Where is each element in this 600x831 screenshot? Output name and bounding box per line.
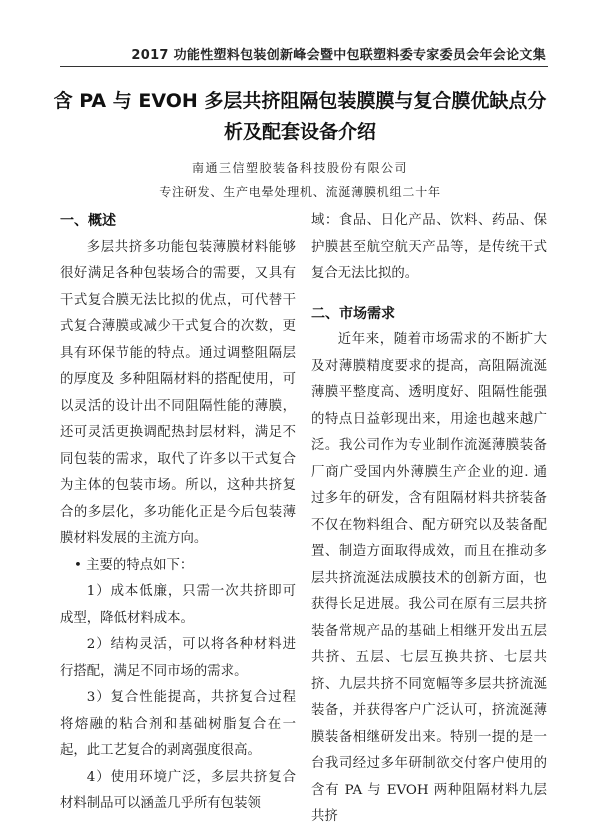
feature-item-2: 2）结构灵活，可以将各种材料进行搭配，满足不同市场的需求。 bbox=[60, 637, 296, 679]
left-column bbox=[60, 208, 296, 818]
feature-item-3: 3）复合性能提高，共挤复合过程将熔融的粘合剂和基础树脂复合在一起，此工艺复合的剥离强度很高。 bbox=[60, 690, 296, 758]
section-1-heading: 一、概述 bbox=[60, 213, 116, 229]
section-2-paragraph: 近年来，随着市场需求的不断扩大及对薄膜精度要求的提高，高阻隔流涎薄膜平整度高、透明度好、阻隔性能强的特点日益彰现出来，用途也越来越广泛。我公司作为专业制作流涎薄膜装备厂商广受国内外薄膜生产企业的迎. 通过多年的研发，含有阻隔材料共挤装备不仅在物料组合、配方研究以及装备配置、制造方面取得成效，而且在推动多层共挤流涎法成膜技术的创新方面，也获得长足进展。我公司在原有三层共挤装备常规产品的基础上相继开发出五层共挤、五层、七层互换共挤、七层共挤、九层共挤不同宽幅等多层共挤流涎装备，并获得客户广泛认可，挤流涎薄膜装备相继研发出来。特别一提的是一台我司经过多年研制欲交付客户使用的含有 PA 与 EVOH 两种阻隔材料九层共挤 bbox=[311, 332, 547, 824]
company-tagline: 专注研发、生产电晕处理机、流涎薄膜机组二十年 bbox=[159, 185, 441, 199]
section-1-paragraph: 多层共挤多功能包装薄膜材料能够很好满足各种包装场合的需要，又具有干式复合膜无法比拟的优点，可代替干式复合薄膜或减少干式复合的次数，更具有环保节能的特点。通过调整阻隔层的厚度及 多种阻隔材料的搭配使用，可以灵活的设计出不同阻隔性能的薄膜，还可灵活更换调配热封层材料，满足不同包装的需求，取代了许多以干式复合为主体的包装市场。所以，这种共挤复合的多层化，多功能化正是今后包装薄膜材料发展的主流方向。 bbox=[60, 239, 296, 546]
paper-title-line-1: 含 PA 与 EVOH 多层共挤阻隔包装膜膜与复合膜优缺点分 bbox=[53, 90, 547, 112]
running-header: 2017 功能性塑料包装创新峰会暨中包联塑料委专家委员会年会论文集 bbox=[131, 48, 546, 63]
paper-title-line-2: 析及配套设备介绍 bbox=[223, 121, 376, 143]
paper-title bbox=[40, 86, 560, 148]
features-intro: • 主要的特点如下： bbox=[74, 557, 194, 573]
header-divider bbox=[60, 66, 548, 67]
title-block bbox=[40, 86, 560, 201]
author-affiliation: 南通三信塑胶装备科技股份有限公司 bbox=[191, 161, 408, 175]
feature-item-1: 1）成本低廉，只需一次共挤即可成型，降低材料成本。 bbox=[60, 584, 296, 626]
feature-item-4: 4）使用环境广泛，多层共挤复合材料制品可以涵盖几乎所有包装领 bbox=[60, 769, 296, 811]
section-2-heading: 二、市场需求 bbox=[311, 305, 395, 322]
right-column bbox=[311, 208, 547, 831]
column-continuation-space: 域：食品、日化产品、饮料、药品、保护膜甚至航空航天产品等，是传统干式复合无法比拟的。 bbox=[311, 213, 547, 281]
